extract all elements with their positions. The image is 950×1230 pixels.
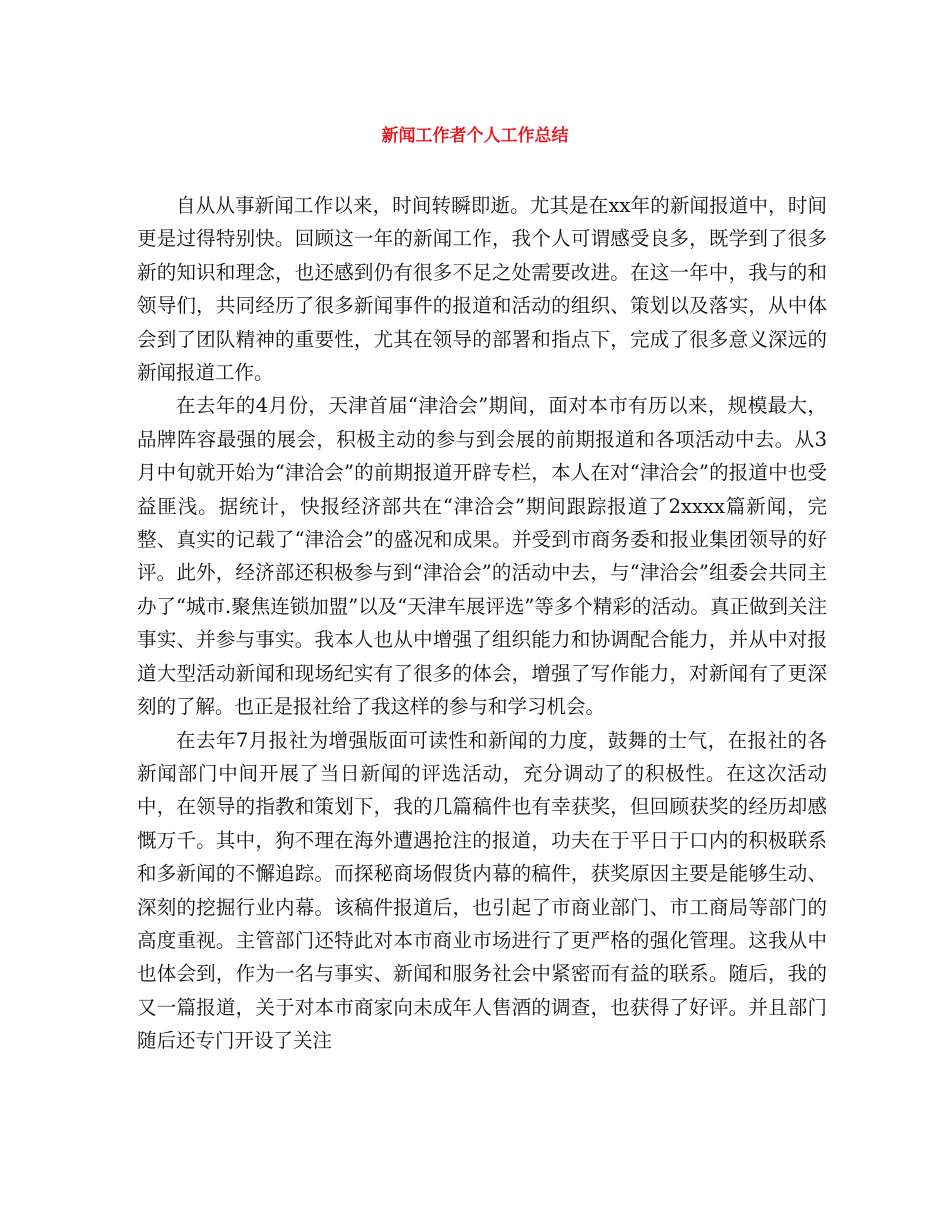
document-body [137, 189, 827, 1058]
paragraph-2: 在去年的4月份，天津首届“津洽会”期间，面对本市有历以来，规模最大，品牌阵容最强的展会，积极主动的参与到会展的前期报道和各项活动中去。从3月中旬就开始为“津洽会”的前期报道开辟专栏，本人在对“津洽会”的报道中也受益匪浅。据统计，快报经济部共在“津洽会”期间跟踪报道了2xxxx篇新闻，完整、真实的记载了“津洽会”的盛况和成果。并受到市商务委和报业集团领导的好评。此外，经济部还积极参与到“津洽会”的活动中去，与“津洽会”组委会共同主办了“城市.聚焦连锁加盟”以及“天津车展评选”等多个精彩的活动。真正做到关注事实、并参与事实。我本人也从中增强了组织能力和协调配合能力，并从中对报道大型活动新闻和现场纪实有了很多的体会，增强了写作能力，对新闻有了更深刻的了解。也正是报社给了我这样的参与和学习机会。 [137, 394, 827, 719]
paragraph-3: 在去年7月报社为增强版面可读性和新闻的力度，鼓舞的士气，在报社的各新闻部门中间开展了当日新闻的评选活动，充分调动了的积极性。在这次活动中，在领导的指教和策划下，我的几篇稿件也有幸获奖，但回顾获奖的经历却感慨万千。其中，狗不理在海外遭遇抢注的报道，功夫在于平日于口内的积极联系和多新闻的不懈追踪。而探秘商场假货内幕的稿件，获奖原因主要是能够生动、深刻的挖掘行业内幕。该稿件报道后，也引起了市商业部门、市工商局等部门的高度重视。主管部门还特此对本市商业市场进行了更严格的强化管理。这我从中也体会到，作为一名与事实、新闻和服务社会中紧密而有益的联系。随后，我的又一篇报道，关于对本市商家向未成年人售酒的调查，也获得了好评。并且部门随后还专门开设了关注 [137, 728, 827, 1053]
document-title: 新闻工作者个人工作总结 [381, 126, 569, 146]
paragraph-1: 自从从事新闻工作以来，时间转瞬即逝。尤其是在xx年的新闻报道中，时间更是过得特别快。回顾这一年的新闻工作，我个人可谓感受良多，既学到了很多新的知识和理念，也还感到仍有很多不足之处需要改进。在这一年中，我与的和领导们，共同经历了很多新闻事件的报道和活动的组织、策划以及落实，从中体会到了团队精神的重要性，尤其在领导的部署和指点下，完成了很多意义深远的新闻报道工作。 [137, 194, 827, 385]
